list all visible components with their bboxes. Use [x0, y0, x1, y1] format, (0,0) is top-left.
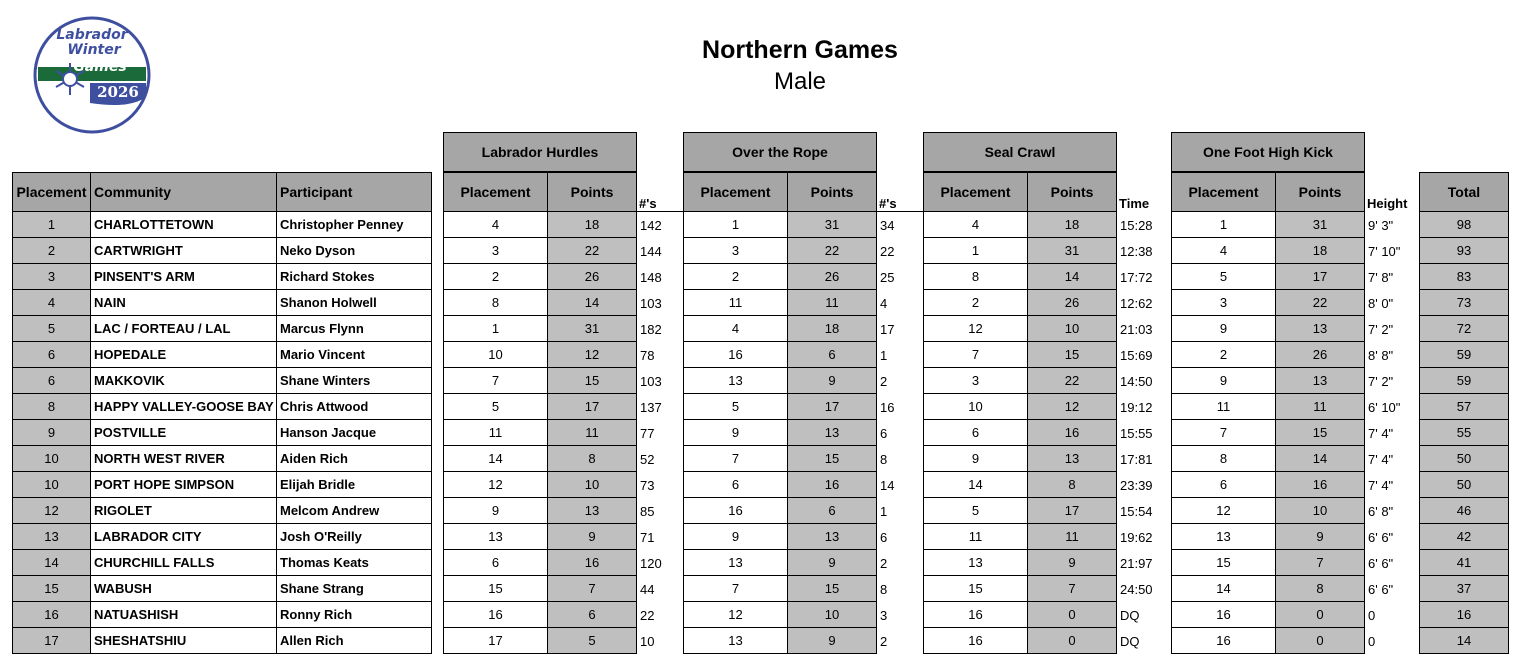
cell-total: 50 — [1419, 472, 1509, 498]
cell-h-pts: 17 — [547, 394, 637, 420]
cell-total: 14 — [1419, 628, 1509, 654]
cell-k-pts: 13 — [1275, 316, 1365, 342]
cell-r-place: 9 — [683, 524, 788, 550]
cell-h-num: 120 — [640, 555, 662, 571]
cell-s-time: 15:55 — [1120, 425, 1153, 441]
cell-r-place: 7 — [683, 576, 788, 602]
cell-community: HAPPY VALLEY-GOOSE BAY — [90, 394, 277, 420]
cell-s-place: 14 — [923, 472, 1028, 498]
cell-total: 16 — [1419, 602, 1509, 628]
column-header-k-place: Placement — [1171, 172, 1276, 212]
cell-r-pts: 18 — [787, 316, 877, 342]
cell-h-num: 148 — [640, 269, 662, 285]
cell-h-num: 44 — [640, 581, 655, 597]
cell-place: 2 — [12, 238, 91, 264]
cell-k-height: 6' 6" — [1368, 555, 1394, 571]
cell-total: 46 — [1419, 498, 1509, 524]
cell-r-place: 4 — [683, 316, 788, 342]
cell-s-time: 14:50 — [1120, 373, 1153, 389]
cell-h-pts: 8 — [547, 446, 637, 472]
cell-h-place: 3 — [443, 238, 548, 264]
cell-participant: Shane Winters — [276, 368, 432, 394]
cell-k-place: 7 — [1171, 420, 1276, 446]
cell-r-num: 14 — [880, 477, 895, 493]
cell-total: 98 — [1419, 212, 1509, 238]
cell-r-num: 1 — [880, 347, 888, 363]
event-header-rope: Over the Rope — [683, 132, 877, 172]
cell-r-place: 12 — [683, 602, 788, 628]
cell-r-pts: 15 — [787, 576, 877, 602]
cell-h-num: 137 — [640, 399, 662, 415]
cell-s-time: 23:39 — [1120, 477, 1153, 493]
cell-participant: Shanon Holwell — [276, 290, 432, 316]
column-header-r-pts: Points — [787, 172, 877, 212]
cell-h-num: 103 — [640, 295, 662, 311]
cell-community: NAIN — [90, 290, 277, 316]
cell-s-pts: 16 — [1027, 420, 1117, 446]
cell-r-place: 16 — [683, 498, 788, 524]
cell-s-time: 21:97 — [1120, 555, 1153, 571]
cell-community: PINSENT'S ARM — [90, 264, 277, 290]
cell-k-height: 7' 8" — [1368, 269, 1394, 285]
column-header-k-height: Height — [1367, 196, 1408, 211]
cell-h-num: 85 — [640, 503, 655, 519]
cell-s-pts: 11 — [1027, 524, 1117, 550]
cell-s-pts: 12 — [1027, 394, 1117, 420]
cell-participant: Marcus Flynn — [276, 316, 432, 342]
cell-participant: Josh O'Reilly — [276, 524, 432, 550]
cell-place: 15 — [12, 576, 91, 602]
cell-h-place: 11 — [443, 420, 548, 446]
cell-r-num: 1 — [880, 503, 888, 519]
column-header-h-pts: Points — [547, 172, 637, 212]
cell-total: 73 — [1419, 290, 1509, 316]
cell-s-time: 21:03 — [1120, 321, 1153, 337]
cell-s-pts: 15 — [1027, 342, 1117, 368]
cell-participant: Aiden Rich — [276, 446, 432, 472]
cell-k-pts: 10 — [1275, 498, 1365, 524]
cell-s-place: 8 — [923, 264, 1028, 290]
cell-r-num: 2 — [880, 373, 888, 389]
cell-s-place: 7 — [923, 342, 1028, 368]
cell-community: CARTWRIGHT — [90, 238, 277, 264]
cell-h-num: 10 — [640, 633, 655, 649]
column-header-h-place: Placement — [443, 172, 548, 212]
cell-h-num: 22 — [640, 607, 655, 623]
cell-k-place: 16 — [1171, 602, 1276, 628]
cell-r-place: 2 — [683, 264, 788, 290]
cell-h-num: 73 — [640, 477, 655, 493]
cell-r-place: 13 — [683, 368, 788, 394]
cell-h-pts: 11 — [547, 420, 637, 446]
cell-total: 50 — [1419, 446, 1509, 472]
cell-h-pts: 15 — [547, 368, 637, 394]
logo-line1: Labrador — [56, 27, 128, 43]
cell-k-place: 16 — [1171, 628, 1276, 654]
event-header-hurdles: Labrador Hurdles — [443, 132, 637, 172]
page-title: Northern Games — [702, 36, 898, 64]
cell-total: 57 — [1419, 394, 1509, 420]
cell-r-num: 25 — [880, 269, 895, 285]
cell-k-pts: 0 — [1275, 602, 1365, 628]
cell-place: 16 — [12, 602, 91, 628]
cell-k-pts: 13 — [1275, 368, 1365, 394]
page-subtitle: Male — [773, 68, 827, 95]
column-header-community: Community — [90, 172, 277, 212]
cell-k-height: 7' 4" — [1368, 451, 1394, 467]
cell-participant: Thomas Keats — [276, 550, 432, 576]
cell-s-place: 2 — [923, 290, 1028, 316]
cell-s-pts: 10 — [1027, 316, 1117, 342]
cell-community: MAKKOVIK — [90, 368, 277, 394]
cell-r-num: 34 — [880, 217, 895, 233]
cell-s-place: 10 — [923, 394, 1028, 420]
cell-h-place: 13 — [443, 524, 548, 550]
cell-s-pts: 0 — [1027, 628, 1117, 654]
cell-participant: Christopher Penney — [276, 212, 432, 238]
cell-h-place: 1 — [443, 316, 548, 342]
cell-participant: Allen Rich — [276, 628, 432, 654]
cell-s-place: 1 — [923, 238, 1028, 264]
cell-h-num: 78 — [640, 347, 655, 363]
cell-place: 8 — [12, 394, 91, 420]
cell-s-pts: 14 — [1027, 264, 1117, 290]
cell-s-time: 17:72 — [1120, 269, 1153, 285]
cell-r-num: 8 — [880, 581, 888, 597]
cell-h-pts: 26 — [547, 264, 637, 290]
cell-place: 13 — [12, 524, 91, 550]
cell-total: 72 — [1419, 316, 1509, 342]
cell-participant: Neko Dyson — [276, 238, 432, 264]
cell-community: CHARLOTTETOWN — [90, 212, 277, 238]
cell-k-pts: 22 — [1275, 290, 1365, 316]
cell-h-place: 2 — [443, 264, 548, 290]
cell-place: 10 — [12, 446, 91, 472]
cell-total: 55 — [1419, 420, 1509, 446]
cell-h-place: 5 — [443, 394, 548, 420]
cell-k-height: 9' 3" — [1368, 217, 1394, 233]
cell-k-place: 8 — [1171, 446, 1276, 472]
cell-k-height: 0 — [1368, 607, 1376, 623]
cell-s-place: 5 — [923, 498, 1028, 524]
cell-k-pts: 26 — [1275, 342, 1365, 368]
cell-community: CHURCHILL FALLS — [90, 550, 277, 576]
cell-h-num: 182 — [640, 321, 662, 337]
column-header-h-num: #'s — [639, 196, 657, 211]
cell-s-pts: 18 — [1027, 212, 1117, 238]
cell-place: 1 — [12, 212, 91, 238]
cell-s-pts: 31 — [1027, 238, 1117, 264]
cell-k-place: 5 — [1171, 264, 1276, 290]
event-header-seal: Seal Crawl — [923, 132, 1117, 172]
cell-h-num: 103 — [640, 373, 662, 389]
cell-place: 6 — [12, 368, 91, 394]
event-header-kick: One Foot High Kick — [1171, 132, 1365, 172]
cell-participant: Ronny Rich — [276, 602, 432, 628]
cell-h-pts: 14 — [547, 290, 637, 316]
cell-k-pts: 7 — [1275, 550, 1365, 576]
cell-s-place: 3 — [923, 368, 1028, 394]
cell-k-place: 3 — [1171, 290, 1276, 316]
cell-k-pts: 9 — [1275, 524, 1365, 550]
cell-k-height: 8' 0" — [1368, 295, 1394, 311]
cell-place: 14 — [12, 550, 91, 576]
cell-place: 10 — [12, 472, 91, 498]
column-header-s-place: Placement — [923, 172, 1028, 212]
cell-r-pts: 31 — [787, 212, 877, 238]
cell-h-place: 9 — [443, 498, 548, 524]
cell-k-pts: 11 — [1275, 394, 1365, 420]
cell-h-pts: 6 — [547, 602, 637, 628]
cell-k-pts: 14 — [1275, 446, 1365, 472]
cell-r-pts: 15 — [787, 446, 877, 472]
cell-r-pts: 16 — [787, 472, 877, 498]
cell-s-time: 24:50 — [1120, 581, 1153, 597]
cell-k-height: 6' 8" — [1368, 503, 1394, 519]
cell-h-pts: 22 — [547, 238, 637, 264]
cell-r-num: 8 — [880, 451, 888, 467]
cell-k-place: 2 — [1171, 342, 1276, 368]
cell-r-num: 4 — [880, 295, 888, 311]
cell-s-place: 16 — [923, 628, 1028, 654]
cell-r-pts: 9 — [787, 550, 877, 576]
cell-total: 59 — [1419, 342, 1509, 368]
cell-h-place: 15 — [443, 576, 548, 602]
cell-participant: Hanson Jacque — [276, 420, 432, 446]
cell-h-num: 52 — [640, 451, 655, 467]
cell-k-place: 12 — [1171, 498, 1276, 524]
cell-k-pts: 8 — [1275, 576, 1365, 602]
cell-h-num: 144 — [640, 243, 662, 259]
cell-r-num: 22 — [880, 243, 895, 259]
cell-s-pts: 9 — [1027, 550, 1117, 576]
cell-h-num: 142 — [640, 217, 662, 233]
cell-community: SHESHATSHIU — [90, 628, 277, 654]
cell-r-pts: 6 — [787, 342, 877, 368]
cell-k-height: 7' 4" — [1368, 477, 1394, 493]
cell-k-pts: 18 — [1275, 238, 1365, 264]
logo-line3: Games — [73, 59, 127, 75]
cell-k-height: 0 — [1368, 633, 1376, 649]
column-header-s-time: Time — [1119, 196, 1150, 211]
cell-r-place: 13 — [683, 628, 788, 654]
cell-s-time: 12:38 — [1120, 243, 1153, 259]
cell-s-pts: 22 — [1027, 368, 1117, 394]
cell-s-place: 16 — [923, 602, 1028, 628]
cell-s-pts: 26 — [1027, 290, 1117, 316]
cell-r-place: 13 — [683, 550, 788, 576]
cell-place: 4 — [12, 290, 91, 316]
cell-participant: Elijah Bridle — [276, 472, 432, 498]
cell-r-place: 5 — [683, 394, 788, 420]
cell-r-place: 16 — [683, 342, 788, 368]
cell-r-pts: 13 — [787, 524, 877, 550]
cell-community: PORT HOPE SIMPSON — [90, 472, 277, 498]
cell-k-height: 6' 6" — [1368, 529, 1394, 545]
cell-r-pts: 17 — [787, 394, 877, 420]
cell-participant: Richard Stokes — [276, 264, 432, 290]
cell-h-place: 16 — [443, 602, 548, 628]
cell-community: LAC / FORTEAU / LAL — [90, 316, 277, 342]
cell-community: WABUSH — [90, 576, 277, 602]
cell-k-place: 6 — [1171, 472, 1276, 498]
cell-r-pts: 10 — [787, 602, 877, 628]
labrador-winter-games-logo — [30, 13, 154, 137]
cell-total: 37 — [1419, 576, 1509, 602]
cell-participant: Melcom Andrew — [276, 498, 432, 524]
column-header-participant: Participant — [276, 172, 432, 212]
cell-h-num: 71 — [640, 529, 655, 545]
cell-s-time: 15:28 — [1120, 217, 1153, 233]
cell-r-pts: 13 — [787, 420, 877, 446]
cell-s-pts: 7 — [1027, 576, 1117, 602]
cell-k-place: 4 — [1171, 238, 1276, 264]
cell-s-place: 6 — [923, 420, 1028, 446]
cell-total: 42 — [1419, 524, 1509, 550]
cell-r-pts: 6 — [787, 498, 877, 524]
cell-k-place: 1 — [1171, 212, 1276, 238]
cell-r-pts: 26 — [787, 264, 877, 290]
cell-community: LABRADOR CITY — [90, 524, 277, 550]
cell-s-place: 15 — [923, 576, 1028, 602]
cell-s-time: 15:54 — [1120, 503, 1153, 519]
cell-place: 12 — [12, 498, 91, 524]
cell-r-num: 17 — [880, 321, 895, 337]
cell-total: 93 — [1419, 238, 1509, 264]
cell-r-pts: 22 — [787, 238, 877, 264]
cell-k-height: 8' 8" — [1368, 347, 1394, 363]
cell-k-pts: 16 — [1275, 472, 1365, 498]
cell-s-time: DQ — [1120, 633, 1140, 649]
cell-participant: Mario Vincent — [276, 342, 432, 368]
cell-h-pts: 31 — [547, 316, 637, 342]
cell-k-height: 6' 6" — [1368, 581, 1394, 597]
cell-h-place: 6 — [443, 550, 548, 576]
cell-r-pts: 9 — [787, 368, 877, 394]
cell-r-num: 6 — [880, 529, 888, 545]
cell-community: RIGOLET — [90, 498, 277, 524]
cell-h-place: 10 — [443, 342, 548, 368]
cell-k-place: 14 — [1171, 576, 1276, 602]
cell-k-height: 6' 10" — [1368, 399, 1401, 415]
cell-r-num: 6 — [880, 425, 888, 441]
column-header-r-place: Placement — [683, 172, 788, 212]
cell-r-place: 6 — [683, 472, 788, 498]
cell-s-pts: 0 — [1027, 602, 1117, 628]
cell-r-num: 3 — [880, 607, 888, 623]
cell-place: 5 — [12, 316, 91, 342]
cell-total: 41 — [1419, 550, 1509, 576]
cell-place: 6 — [12, 342, 91, 368]
cell-h-pts: 9 — [547, 524, 637, 550]
cell-r-place: 3 — [683, 238, 788, 264]
cell-s-place: 4 — [923, 212, 1028, 238]
cell-k-pts: 17 — [1275, 264, 1365, 290]
logo-line2: Winter — [67, 42, 121, 58]
cell-r-place: 1 — [683, 212, 788, 238]
cell-s-pts: 17 — [1027, 498, 1117, 524]
column-header-place: Placement — [12, 172, 91, 212]
cell-r-place: 7 — [683, 446, 788, 472]
cell-r-num: 2 — [880, 633, 888, 649]
cell-r-num: 16 — [880, 399, 895, 415]
cell-k-height: 7' 2" — [1368, 373, 1394, 389]
cell-community: HOPEDALE — [90, 342, 277, 368]
cell-h-place: 8 — [443, 290, 548, 316]
cell-h-pts: 10 — [547, 472, 637, 498]
column-header-k-pts: Points — [1275, 172, 1365, 212]
cell-k-place: 9 — [1171, 368, 1276, 394]
cell-k-height: 7' 10" — [1368, 243, 1401, 259]
cell-h-num: 77 — [640, 425, 655, 441]
cell-s-place: 9 — [923, 446, 1028, 472]
cell-h-pts: 7 — [547, 576, 637, 602]
cell-s-time: DQ — [1120, 607, 1140, 623]
cell-k-place: 13 — [1171, 524, 1276, 550]
cell-place: 9 — [12, 420, 91, 446]
cell-place: 17 — [12, 628, 91, 654]
cell-s-time: 19:12 — [1120, 399, 1153, 415]
cell-r-place: 11 — [683, 290, 788, 316]
cell-k-pts: 0 — [1275, 628, 1365, 654]
cell-h-place: 4 — [443, 212, 548, 238]
cell-h-pts: 16 — [547, 550, 637, 576]
cell-community: NATUASHISH — [90, 602, 277, 628]
cell-k-height: 7' 2" — [1368, 321, 1394, 337]
cell-r-pts: 11 — [787, 290, 877, 316]
cell-s-place: 13 — [923, 550, 1028, 576]
column-header-s-pts: Points — [1027, 172, 1117, 212]
cell-s-time: 12:62 — [1120, 295, 1153, 311]
logo-year: 2026 — [97, 83, 139, 101]
cell-h-place: 12 — [443, 472, 548, 498]
cell-h-pts: 12 — [547, 342, 637, 368]
cell-participant: Chris Attwood — [276, 394, 432, 420]
cell-h-place: 14 — [443, 446, 548, 472]
cell-s-place: 12 — [923, 316, 1028, 342]
column-header-r-num: #'s — [879, 196, 897, 211]
cell-k-place: 11 — [1171, 394, 1276, 420]
cell-total: 59 — [1419, 368, 1509, 394]
cell-r-pts: 9 — [787, 628, 877, 654]
cell-community: POSTVILLE — [90, 420, 277, 446]
cell-h-place: 17 — [443, 628, 548, 654]
cell-total: 83 — [1419, 264, 1509, 290]
cell-k-pts: 15 — [1275, 420, 1365, 446]
cell-s-pts: 13 — [1027, 446, 1117, 472]
cell-r-place: 9 — [683, 420, 788, 446]
column-header-total: Total — [1419, 172, 1509, 212]
cell-h-pts: 18 — [547, 212, 637, 238]
cell-place: 3 — [12, 264, 91, 290]
cell-k-place: 15 — [1171, 550, 1276, 576]
cell-participant: Shane Strang — [276, 576, 432, 602]
cell-s-pts: 8 — [1027, 472, 1117, 498]
cell-s-time: 17:81 — [1120, 451, 1153, 467]
cell-k-pts: 31 — [1275, 212, 1365, 238]
cell-s-time: 19:62 — [1120, 529, 1153, 545]
cell-r-num: 2 — [880, 555, 888, 571]
cell-community: NORTH WEST RIVER — [90, 446, 277, 472]
cell-s-place: 11 — [923, 524, 1028, 550]
cell-k-place: 9 — [1171, 316, 1276, 342]
cell-s-time: 15:69 — [1120, 347, 1153, 363]
cell-h-pts: 13 — [547, 498, 637, 524]
cell-h-pts: 5 — [547, 628, 637, 654]
cell-h-place: 7 — [443, 368, 548, 394]
cell-k-height: 7' 4" — [1368, 425, 1394, 441]
